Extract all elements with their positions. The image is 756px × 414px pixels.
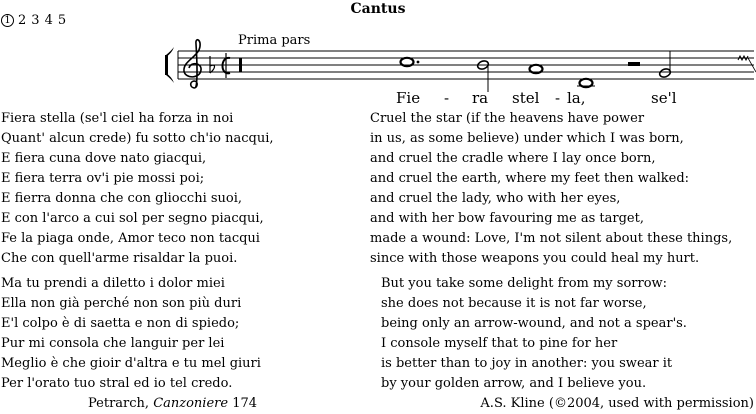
verse-line: E fierra donna che con gliocchi suoi, [1,191,243,206]
verse-line: Fe la piaga onde, Amor teco non tacqui [1,231,260,246]
source-credit [88,396,257,411]
score-title: Cantus [350,1,406,17]
source-work: Canzoniere [153,396,229,411]
source-number: 174 [228,396,258,411]
verse-line: E fiera terra ov'i pie mossi poi; [1,171,205,186]
page-link-5[interactable]: 5 [57,13,67,28]
verse-line: Ma tu prendi a diletto i dolor miei [1,276,225,291]
verse-line: Meglio è che gioir d'altra e tu mel giuri [1,356,261,371]
verse-line: Quant' alcun crede) fu sotto ch'io nacqui, [1,131,274,146]
lyric-syllable: se'l [651,89,677,107]
verse-line: But you take some delight from my sorrow: [381,276,668,291]
stanza2-english [381,276,687,396]
stanza1-italian [1,111,274,271]
lyric-syllable: la, [567,89,586,107]
verse-line: Per l'orato tuo stral ed io tel credo. [1,376,233,391]
verse-line: since with those weapons you could heal my hurt. [370,251,700,266]
verse-line: is better than to joy in another: you swear it [381,356,673,371]
verse-line: and cruel the earth, where my feet then walked: [370,171,690,186]
verse-line: I console myself that to pine for her [381,336,618,351]
verse-line: by your golden arrow, and I believe you. [381,376,647,391]
verse-line: E con l'arco a cui sol per segno piacqui, [1,211,264,226]
stanza1-english [370,111,732,271]
verse-line: made a wound: Love, I'm not silent about these things, [370,231,733,246]
page-link-2[interactable]: 2 [18,13,27,28]
stanza2-italian [1,276,261,396]
treble-clef-icon [184,40,201,88]
lyric-syllable: Fie [396,89,421,107]
verse-line: being only an arrow-wound, and not a spear's. [381,316,687,331]
source-author: Petrarch, [88,396,154,411]
verse-line: Che con quell'arme risaldar la puoi. [1,251,238,266]
verse-line: Fiera stella (se'l ciel ha forza in noi [1,111,234,126]
verse-line: and with her bow favouring me as target, [370,211,644,226]
lyric-syllable: ra [472,89,489,107]
lyric-hyphen: - [555,89,561,107]
music-staff [0,0,756,110]
verse-line: Pur mi consola che languir per lei [1,336,225,351]
verse-line: in us, as some believe) under which I was born, [370,131,684,146]
system-bracket-icon [165,47,174,83]
verse-line: E fiera cuna dove nato giacqui, [1,151,207,166]
half-note-icon [477,60,490,92]
verse-line: she does not because it is not far worse, [381,296,647,311]
breve-rest-icon [239,58,242,72]
verse-line: and cruel the lady, who with her eyes, [370,191,621,206]
verse-line: E'l colpo è di saetta e non di spiedo; [1,316,240,331]
current-page-marker[interactable]: 1 [1,14,14,27]
half-rest-icon [628,62,640,66]
verse-line: Cruel the star (if the heavens have power [370,111,645,126]
verse-line: and cruel the cradle where I lay once born, [370,151,656,166]
translator-credit: A.S. Kline (©2004, used with permission) [480,396,754,411]
lyric-syllable: stel [512,89,540,107]
page-link-3[interactable]: 3 [31,13,40,28]
verse-line: Ella non già perché non son più duri [1,296,242,311]
section-label: Prima pars [238,33,311,48]
lyric-hyphen: - [444,89,450,107]
page-link-4[interactable]: 4 [44,13,53,28]
whole-note-low-icon [577,79,595,87]
